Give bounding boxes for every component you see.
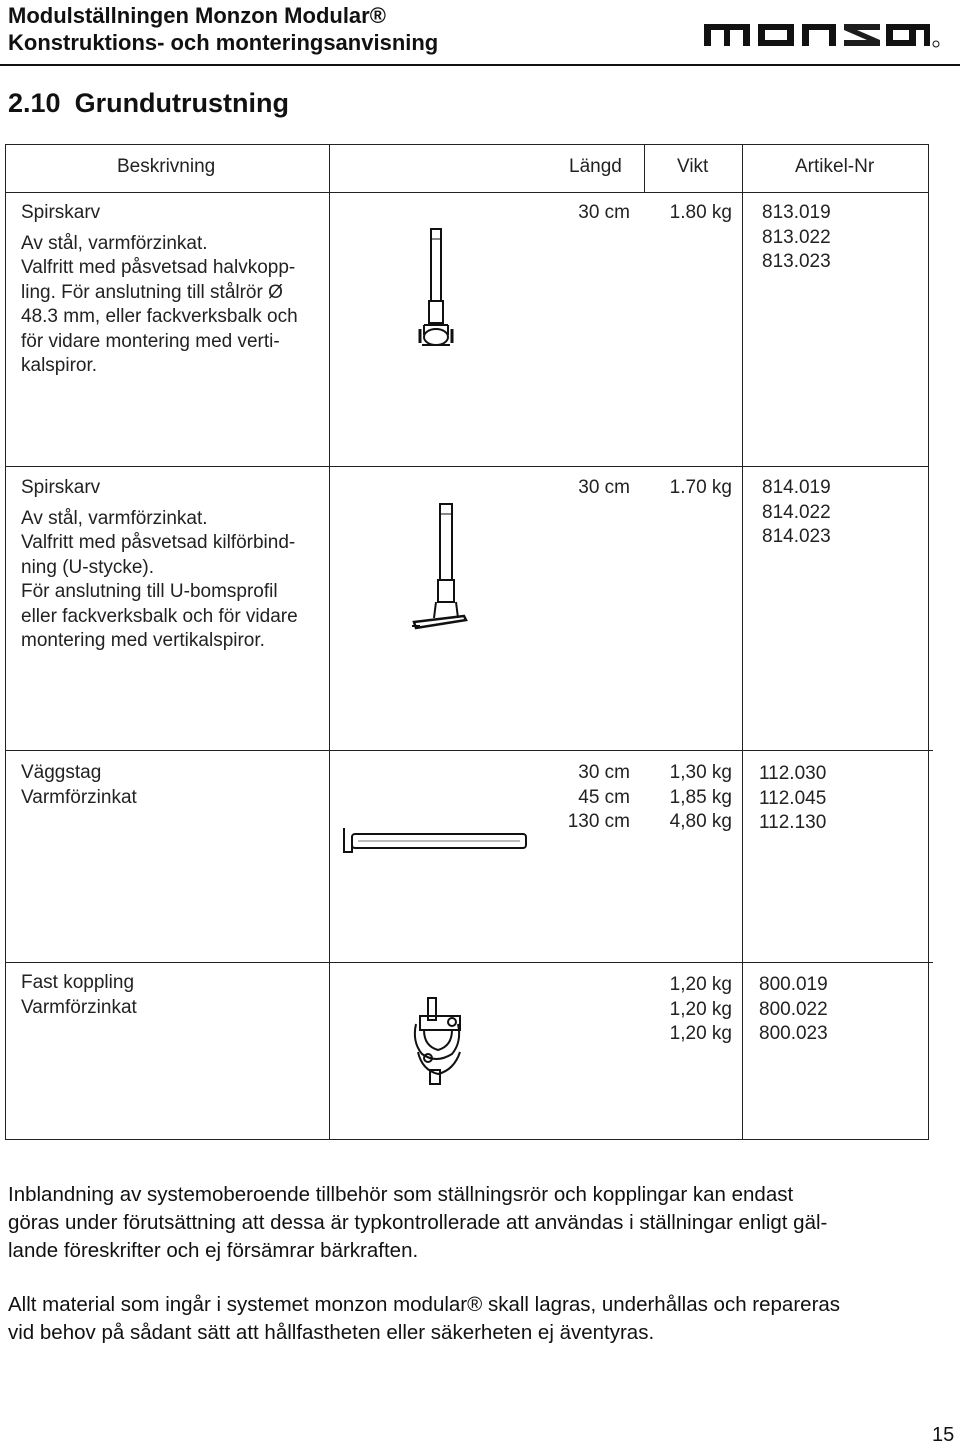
- desc-line: Valfritt med påsvetsad kilförbind-: [21, 532, 296, 553]
- row-divider: [5, 750, 933, 751]
- column-divider: [644, 144, 645, 192]
- section-title: Grundutrustning: [74, 88, 290, 118]
- paragraph-line: Inblandning av systemoberoende tillbehör som ställningsrör och kopplingar kan endast: [8, 1183, 794, 1206]
- desc-line: eller fackverksbalk och för vidare: [21, 605, 298, 627]
- spigot-half-coupler-icon: [410, 225, 466, 357]
- row-divider: [5, 962, 933, 963]
- table-row-description: [21, 476, 298, 654]
- length-value: 30 cm: [578, 762, 630, 783]
- item-name: Spirskarv: [21, 477, 101, 498]
- weight-cell: [650, 761, 732, 835]
- article-number: 814.023: [762, 526, 831, 547]
- desc-line: 48.3 mm, eller fackverksbalk och: [21, 306, 298, 327]
- weight-value: 1.70 kg: [669, 477, 732, 498]
- table-row-description: [21, 971, 137, 1020]
- length-value: 30 cm: [578, 202, 630, 223]
- desc-line: Varmförzinkat: [21, 786, 137, 808]
- weight-value: 1,20 kg: [669, 1023, 732, 1044]
- article-number: 800.022: [759, 998, 828, 1020]
- column-header-weight: Vikt: [677, 156, 709, 177]
- column-header-length: Längd: [569, 156, 622, 177]
- weight-value: 1,85 kg: [669, 786, 732, 808]
- article-number: 800.019: [759, 974, 828, 995]
- article-number: 813.023: [762, 251, 831, 272]
- wall-tie-icon: [338, 822, 534, 858]
- table-row-description: [21, 761, 137, 810]
- desc-line: kalspiror.: [21, 355, 98, 376]
- section-heading: [8, 88, 289, 119]
- weight-value: 1,30 kg: [669, 762, 732, 783]
- paragraph-line: Allt material som ingår i systemet monzon modular® skall lagras, underhållas och repareras: [8, 1293, 841, 1316]
- column-header-article: Artikel-Nr: [795, 156, 875, 177]
- length-cell: [548, 761, 630, 835]
- paragraph-line: vid behov på sådant sätt att hållfastheten eller säkerheten ej äventyras.: [8, 1321, 655, 1344]
- article-number: 814.022: [762, 501, 831, 523]
- spigot-wedge-u-piece-icon: [408, 500, 474, 635]
- document-title-line2: Konstruktions- och monteringsanvisning: [8, 30, 439, 55]
- weight-cell: [650, 476, 732, 501]
- desc-line: ling. För anslutning till stålrör Ø: [21, 281, 283, 303]
- article-number: 814.019: [762, 477, 831, 498]
- article-number: 112.030: [759, 763, 827, 784]
- coupler-icon: [408, 994, 472, 1090]
- weight-value: 4,80 kg: [669, 811, 732, 832]
- weight-cell: [650, 201, 732, 226]
- length-value: 30 cm: [578, 477, 630, 498]
- article-number: 112.045: [759, 787, 827, 809]
- length-value: 45 cm: [578, 786, 630, 808]
- weight-value: 1.80 kg: [669, 202, 732, 223]
- article-number: 813.019: [762, 202, 831, 223]
- paragraph: [8, 1181, 943, 1265]
- desc-line: för vidare montering med verti-: [21, 330, 280, 352]
- paragraph-line: lande föreskrifter och ej försämrar bärkraften.: [8, 1239, 419, 1262]
- weight-value: 1,20 kg: [669, 998, 732, 1020]
- length-value: 130 cm: [567, 811, 630, 832]
- article-number: 112.130: [759, 812, 827, 833]
- table-row-description: [21, 201, 298, 379]
- length-cell: [548, 201, 630, 226]
- desc-line: Valfritt med påsvetsad halvkopp-: [21, 257, 296, 278]
- section-number: 2.10: [8, 88, 61, 118]
- header-divider: [0, 64, 960, 66]
- weight-cell: [650, 973, 732, 1047]
- desc-line: ning (U-stycke).: [21, 556, 155, 578]
- article-cell: [762, 201, 831, 275]
- desc-line: Varmförzinkat: [21, 996, 137, 1018]
- desc-line: montering med vertikalspiror.: [21, 630, 265, 651]
- row-divider: [5, 466, 929, 467]
- column-header-description: Beskrivning: [117, 156, 216, 177]
- article-number: 813.022: [762, 226, 831, 248]
- item-name: Spirskarv: [21, 202, 101, 223]
- monzon-logo: [704, 20, 940, 50]
- article-number: 800.023: [759, 1023, 828, 1044]
- article-cell: [759, 762, 826, 836]
- column-divider: [742, 144, 743, 1140]
- header-row-divider: [5, 192, 929, 193]
- length-cell: [548, 476, 630, 501]
- article-cell: [762, 476, 831, 550]
- item-name: Fast koppling: [21, 972, 135, 993]
- article-cell: [759, 973, 828, 1047]
- column-divider: [329, 144, 330, 1140]
- desc-line: Av stål, varmförzinkat.: [21, 507, 208, 529]
- item-name: Väggstag: [21, 762, 102, 783]
- paragraph: [8, 1291, 943, 1347]
- desc-line: För anslutning till U-bomsprofil: [21, 581, 278, 602]
- document-title: [8, 2, 438, 56]
- weight-value: 1,20 kg: [669, 974, 732, 995]
- desc-line: Av stål, varmförzinkat.: [21, 232, 208, 254]
- paragraph-line: göras under förutsättning att dessa är typkontrollerade att användas i ställningar enligt gäl-: [8, 1211, 828, 1234]
- document-title-line1: Modulställningen Monzon Modular®: [8, 3, 386, 28]
- page-number: 15: [932, 1424, 955, 1446]
